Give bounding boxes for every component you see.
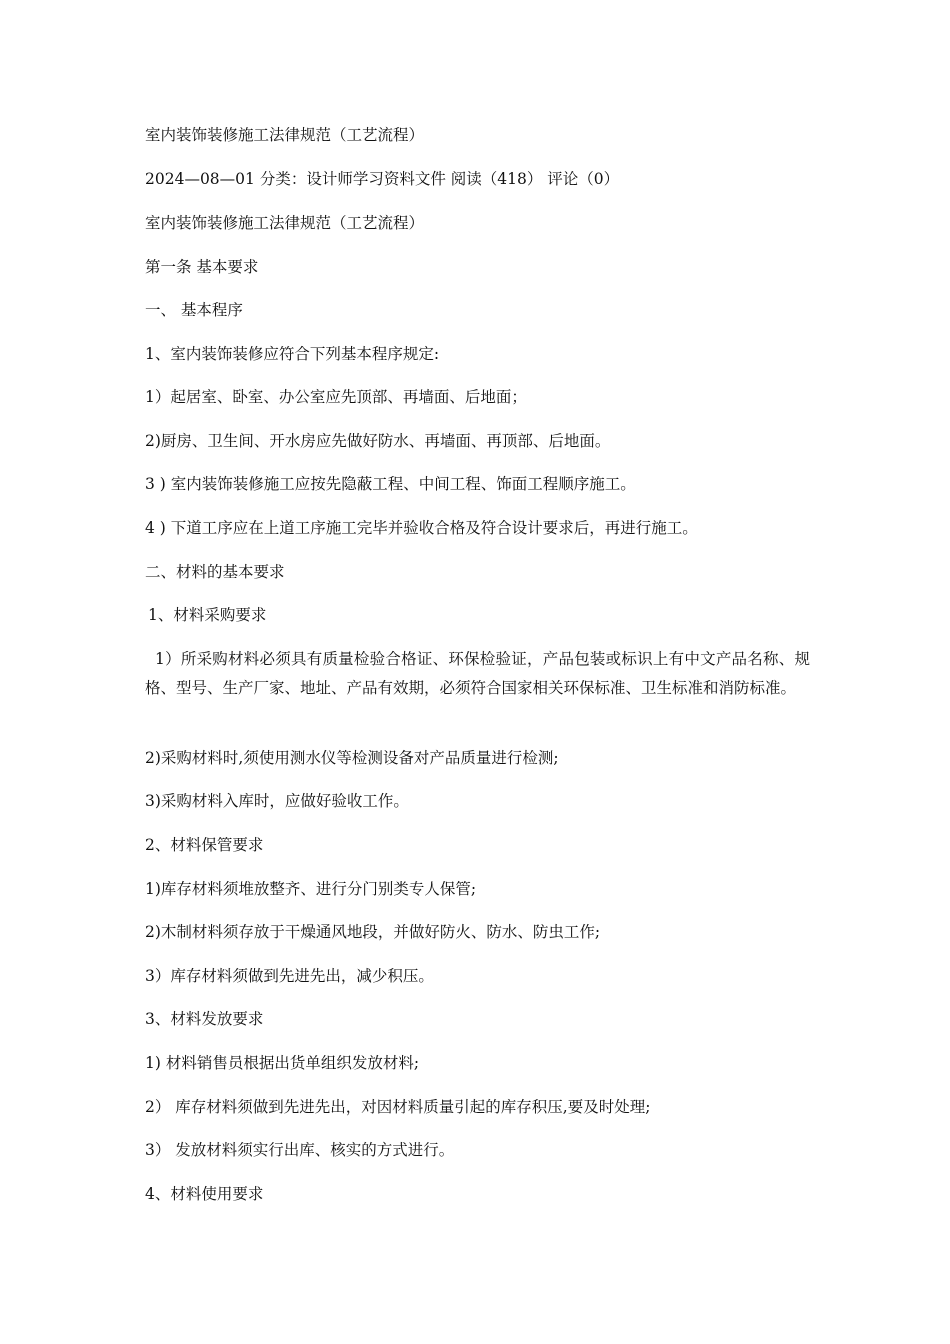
section-heading: 一、 基本程序 — [145, 301, 243, 319]
list-item: 3 ) 室内装饰装修施工应按先隐蔽工程、中间工程、饰面工程顺序施工。 — [145, 475, 636, 493]
list-item: 3）库存材料须做到先进先出，减少积压。 — [145, 967, 434, 985]
list-item: 1)库存材料须堆放整齐、进行分门别类专人保管; — [145, 880, 477, 898]
list-item: 4 ) 下道工序应在上道工序施工完毕并验收合格及符合设计要求后，再进行施工。 — [145, 519, 698, 537]
list-item: 1) 材料销售员根据出货单组织发放材料; — [145, 1054, 420, 1072]
document-heading: 室内装饰装修施工法律规范（工艺流程） — [145, 214, 425, 232]
list-item: 2)厨房、卫生间、开水房应先做好防水、再墙面、再顶部、后地面。 — [145, 432, 611, 450]
paragraph: 1、室内装饰装修应符合下列基本程序规定: — [145, 345, 440, 363]
subsection-heading: 3、材料发放要求 — [145, 1010, 264, 1028]
subsection-heading: 1、材料采购要求 — [148, 606, 267, 624]
list-item: 2)木制材料须存放于干燥通风地段，并做好防火、防水、防虫工作; — [145, 923, 601, 941]
list-item: 2） 库存材料须做到先进先出，对因材料质量引起的库存积压,要及时处理; — [145, 1098, 651, 1116]
document-meta: 2024—08—01 分类：设计师学习资料文件 阅读（418） 评论（0） — [145, 170, 620, 188]
document-title: 室内装饰装修施工法律规范（工艺流程） — [145, 126, 425, 144]
subsection-heading: 2、材料保管要求 — [145, 836, 264, 854]
list-item: 3） 发放材料须实行出库、核实的方式进行。 — [145, 1141, 455, 1159]
list-item: 2)采购材料时,须使用测水仪等检测设备对产品质量进行检测; — [145, 749, 559, 767]
article-heading: 第一条 基本要求 — [145, 258, 259, 276]
list-item: 3)采购材料入库时，应做好验收工作。 — [145, 792, 409, 810]
section-heading: 二、材料的基本要求 — [145, 563, 285, 581]
list-item: 1）起居室、卧室、办公室应先顶部、再墙面、后地面； — [145, 388, 527, 406]
list-item: 1）所采购材料必须具有质量检验合格证、环保检验证，产品包装或标识上有中文产品名称、规格、型号、生产厂家、地址、产品有效期，必须符合国家相关环保标准、卫生标准和消防标准。 — [145, 650, 810, 697]
subsection-heading: 4、材料使用要求 — [145, 1185, 264, 1203]
